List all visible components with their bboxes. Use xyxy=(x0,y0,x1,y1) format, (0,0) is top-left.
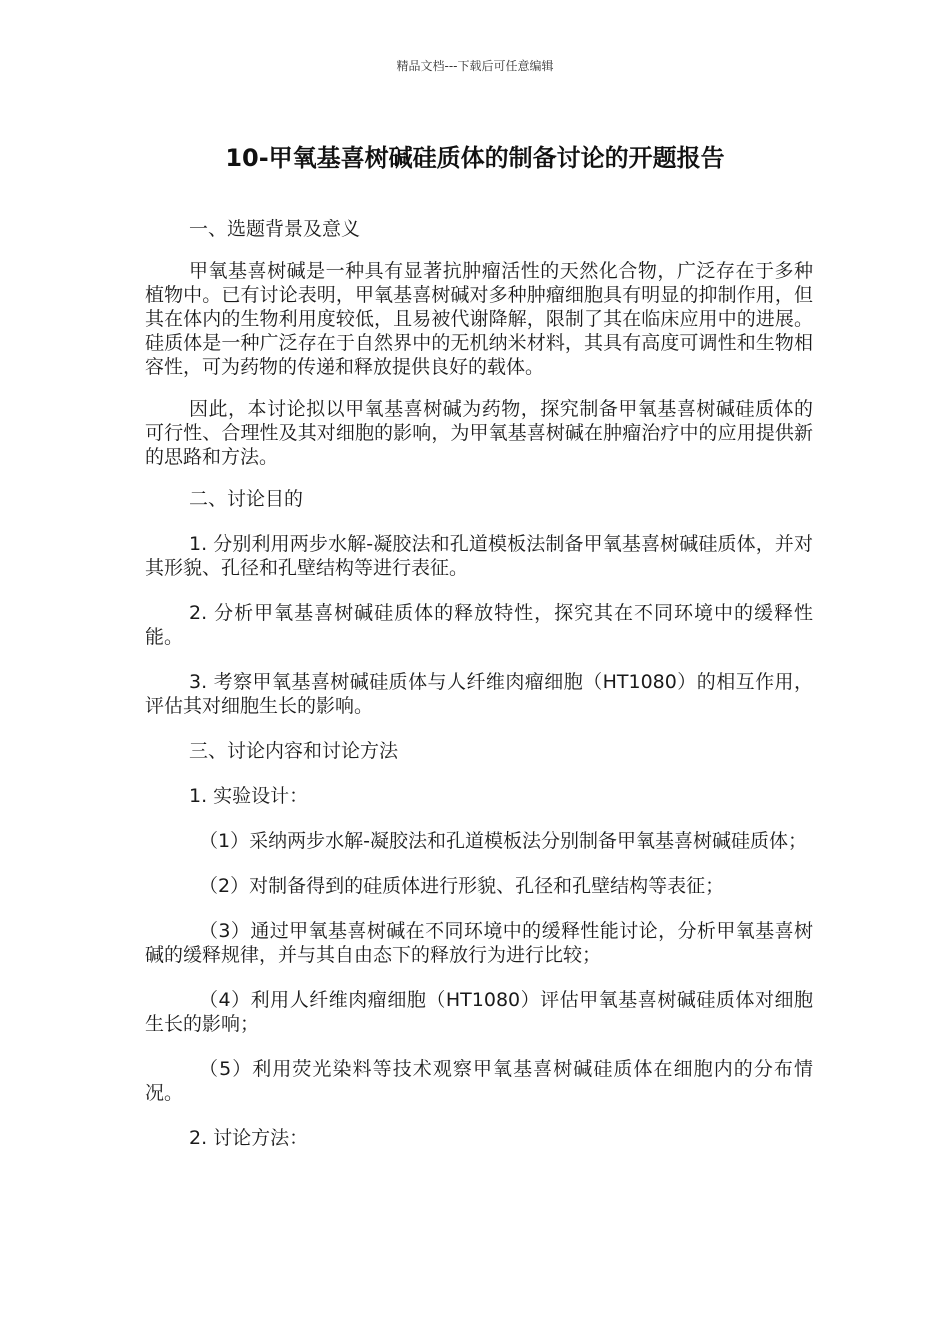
design-step-1: （1）采纳两步水解-凝胶法和孔道模板法分别制备甲氧基喜树碱硅质体； xyxy=(199,830,807,852)
subheading-experiment-design: 1. 实验设计： xyxy=(189,785,309,807)
paragraph-purpose-summary: 因此，本讨论拟以甲氧基喜树碱为药物，探究制备甲氧基喜树碱硅质体的可行性、合理性及其对细胞的影响，为甲氧基喜树碱在肿瘤治疗中的应用提供新的思路和方法。 xyxy=(145,398,813,468)
section-heading-methods: 三、讨论内容和讨论方法 xyxy=(189,740,399,762)
document-body xyxy=(145,217,813,1150)
objective-item-2: 2. 分析甲氧基喜树碱硅质体的释放特性，探究其在不同环境中的缓释性能。 xyxy=(145,602,813,648)
objective-item-1: 1. 分别利用两步水解-凝胶法和孔道模板法制备甲氧基喜树碱硅质体，并对其形貌、孔径和孔壁结构等进行表征。 xyxy=(145,533,813,579)
design-step-4: （4）利用人纤维肉瘤细胞（HT1080）评估甲氧基喜树碱硅质体对细胞生长的影响； xyxy=(145,989,813,1035)
subheading-methods: 2. 讨论方法： xyxy=(189,1127,309,1149)
design-step-5: （5）利用荧光染料等技术观察甲氧基喜树碱硅质体在细胞内的分布情况。 xyxy=(145,1058,813,1104)
paragraph-background: 甲氧基喜树碱是一种具有显著抗肿瘤活性的天然化合物，广泛存在于多种植物中。已有讨论表明，甲氧基喜树碱对多种肿瘤细胞具有明显的抑制作用，但其在体内的生物利用度较低，且易被代谢降解，限制了其在临床应用中的进展。硅质体是一种广泛存在于自然界中的无机纳米材料，其具有高度可调性和生物相容性，可为药物的传递和释放提供良好的载体。 xyxy=(145,260,813,378)
section-heading-background: 一、选题背景及意义 xyxy=(189,218,361,240)
design-step-3: （3）通过甲氧基喜树碱在不同环境中的缓释性能讨论，分析甲氧基喜树碱的缓释规律，并与其自由态下的释放行为进行比较； xyxy=(145,920,813,966)
document-title: 10-甲氧基喜树碱硅质体的制备讨论的开题报告 xyxy=(225,144,725,172)
objective-item-3: 3. 考察甲氧基喜树碱硅质体与人纤维肉瘤细胞（HT1080）的相互作用，评估其对细胞生长的影响。 xyxy=(145,671,813,717)
design-step-2: （2）对制备得到的硅质体进行形貌、孔径和孔壁结构等表征； xyxy=(199,875,725,897)
section-heading-objectives: 二、讨论目的 xyxy=(189,488,304,510)
page-header-note: 精品文档---下载后可任意编辑 xyxy=(396,59,554,73)
